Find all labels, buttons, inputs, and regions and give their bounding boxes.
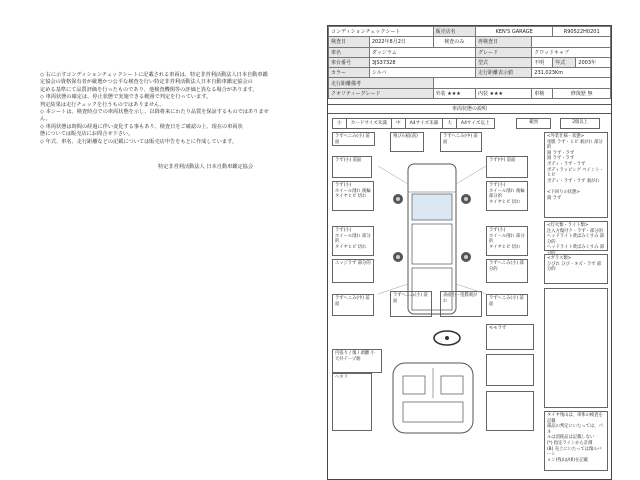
grade-label: グレード xyxy=(475,47,531,57)
shop-value: KEN'S GARAGE xyxy=(475,27,552,37)
vehicle-top-diagram xyxy=(378,154,486,324)
size-large-label: 大 xyxy=(442,118,457,129)
model-label: 型式 xyxy=(475,57,531,67)
range-badge: 範囲 xyxy=(516,118,551,129)
note-line: ん。 xyxy=(40,116,51,123)
gauge-label: 車検 xyxy=(532,88,553,98)
exterior-cell xyxy=(433,88,475,98)
section-title: 車両状態の説明 xyxy=(328,104,611,114)
damage-note-box: ラずへこみ(中) 前面 xyxy=(440,132,482,152)
damage-note-box: モモラず xyxy=(486,324,534,350)
damage-note-box: ラず(小) ホイール削れ 後輪 タイヤヒビ 切れ xyxy=(332,181,374,211)
chassis-value: 3JS37328 xyxy=(369,57,475,67)
exterior-label: 外装 xyxy=(435,90,446,97)
mileage-note-value xyxy=(433,78,610,88)
mileage-note-label: 走行距離備考 xyxy=(329,78,434,88)
year-label: 年式 xyxy=(553,57,576,67)
mileage-label: 走行距離表示値 xyxy=(475,68,531,78)
damage-note-box: ラずへこみ(小) 前面 xyxy=(390,291,432,317)
color-value: シルバ xyxy=(369,68,475,78)
inspect-date-value: 2022年8月2日 xyxy=(369,37,433,47)
lighting-spec-box: <灯火類・ライト類> 注入方傷付ク・ラず・部分的 ヘッドライト黄ばみくすみ 部分的 ヘッドライト黄ばみくすみ 部 xyxy=(544,221,608,251)
exterior-spec-box: <外装仕様・状態> 塗膜 ラず・ヒビ 剥がれ 部分的 錆 ラず・ラず 錆 ラず・ラず ボディ・ラず・ラず ボディラッピング ペイント・ヒビ ボディ・ラず・ラず 剥がれ <下回りの状態> 錆 ラず xyxy=(544,132,608,218)
quality-grade-label: クオリティーグレード xyxy=(329,88,434,98)
reinspect-value xyxy=(532,37,611,47)
vehicle-interior-diagram xyxy=(388,358,478,438)
association-name: 特定非営利活動法人 日本自動車鑑定協会 xyxy=(158,164,254,170)
damage-note-box: 表面小・塗膜剥がれ xyxy=(440,291,482,317)
glass-spec-box: <ガラス類> ひびれ ひび・キズ・ラず 部分的 xyxy=(544,254,608,284)
damage-note-box: ラずへこみ(小) 前面 xyxy=(486,294,528,316)
grade-value: クワッドキャブ xyxy=(532,47,611,57)
reinspect-label: 再検査日 xyxy=(475,37,531,47)
car-name-label: 車名 xyxy=(329,47,370,57)
damage-note-box: エッジラず 部分的 xyxy=(332,259,374,283)
note-line: 態については販売店にお問合せ下さい。 xyxy=(40,131,134,138)
size-small-label: 小 xyxy=(332,118,347,129)
note-line: ◇ 右に示すコンディションチェックシートに記載される車両は、特定非営利活動法人日本自動車鑑 xyxy=(40,72,268,78)
disclaimer-notes xyxy=(40,72,285,146)
size-small-desc: カードサイズ未満 xyxy=(346,118,392,129)
interior-cell xyxy=(475,88,531,98)
note-line: ◇ 車両状態の確定は、停止状態で実施できる範囲で判定を行っています。 xyxy=(40,94,212,101)
car-name-value: ダッジラム xyxy=(369,47,475,57)
interior-stars: ★★★ xyxy=(489,90,504,97)
interior-label: 内装 xyxy=(477,90,488,97)
size-medium-desc: A4サイズ未満 xyxy=(405,118,444,129)
damage-note-box: 飛び石痕(前) xyxy=(390,132,424,152)
damage-note-box: ラず(小) ホイール削れ 部分的 タイヤヒビ 切れ xyxy=(486,226,528,256)
damage-note-box: ラず(中) 前面 xyxy=(486,156,528,178)
model-value: 不明 xyxy=(532,57,553,67)
year-value: 2003年 xyxy=(576,57,611,67)
damage-note-box: ラず(小) ホイール削れ 後輪 部分的 タイヤヒビ 切れ xyxy=(486,181,528,211)
note-line: 定協会の資格保有者が厳選かつ公平な検査を行い特定非営利活動法人日本自動車鑑定協会の xyxy=(40,79,253,86)
size-medium-label: 中 xyxy=(391,118,406,129)
damage-note-box: 内張り / 傷 / 剥離 小 天井テープ跡 xyxy=(332,349,382,373)
color-label: カラー xyxy=(329,68,370,78)
steering-wheel-icon xyxy=(432,329,462,347)
note-line: 判定結果は走行チェックを行うものではありません。 xyxy=(40,101,165,108)
exterior-stars: ★★★ xyxy=(447,90,461,97)
inspect-date-label: 検査日 xyxy=(329,37,370,47)
empty-spec-box xyxy=(544,288,608,408)
chassis-label: 車台番号 xyxy=(329,57,370,67)
header-table xyxy=(328,26,611,99)
note-line: 定める基準にて品質評価を行ったものであり、他検査機関等の評価と異なる場合があります。 xyxy=(40,86,258,93)
size-legend xyxy=(332,118,494,128)
mileage-value: 231,023Km xyxy=(532,68,611,78)
condition-check-sheet xyxy=(327,25,612,480)
note-line: ◇ 車両状態は時間の経過に伴い変化する事もあり、検査日をご確認の上、現在の車両状 xyxy=(40,123,243,130)
damage-note-box: ラず(小) ホイール削れ 部分的 タイヤヒビ 切れ xyxy=(332,226,374,256)
damage-note-box: ラずへこみ(小) 前面 xyxy=(332,132,375,146)
repair-history: 修復歴 無 xyxy=(553,88,611,98)
damage-note-box: ラずへこみ(中) 前面 xyxy=(332,294,374,316)
damage-note-box: ラず(小) 前面 xyxy=(332,156,372,178)
inspect-only: 検査のみ xyxy=(433,37,475,47)
note-line: ◇ 本シートは、検査時点での車両状態を示し、以降将来にわたり品質を保証するものではありませ xyxy=(40,109,269,116)
note-line: ◇ 年式、車名、走行距離などの記載については販売店申告をもとに作成しています。 xyxy=(40,138,238,145)
multiple-badge: 2個以上 xyxy=(560,118,600,129)
tire-note-box: タイヤ残山は、車体の検査を記載 部品の判定にいたっては、パネ ルは消耗品は記載しない (*) 指定ラインから計測 (B) 売上にいたっては傷ルバーシ ョン(残山)/(6)を記載 xyxy=(544,411,608,471)
document-number: R90522H0201 xyxy=(553,27,611,37)
shop-label: 販売店名 xyxy=(433,27,475,37)
size-large-desc: A4サイズ以上 xyxy=(456,118,495,129)
damage-note-box xyxy=(486,391,534,431)
damage-note-box: ヘタリ xyxy=(332,373,372,431)
damage-note-box xyxy=(486,354,534,386)
sheet-title: コンディションチェックシート xyxy=(329,27,434,37)
damage-note-box: ラずへこみ(小) 部分的 xyxy=(486,259,528,283)
